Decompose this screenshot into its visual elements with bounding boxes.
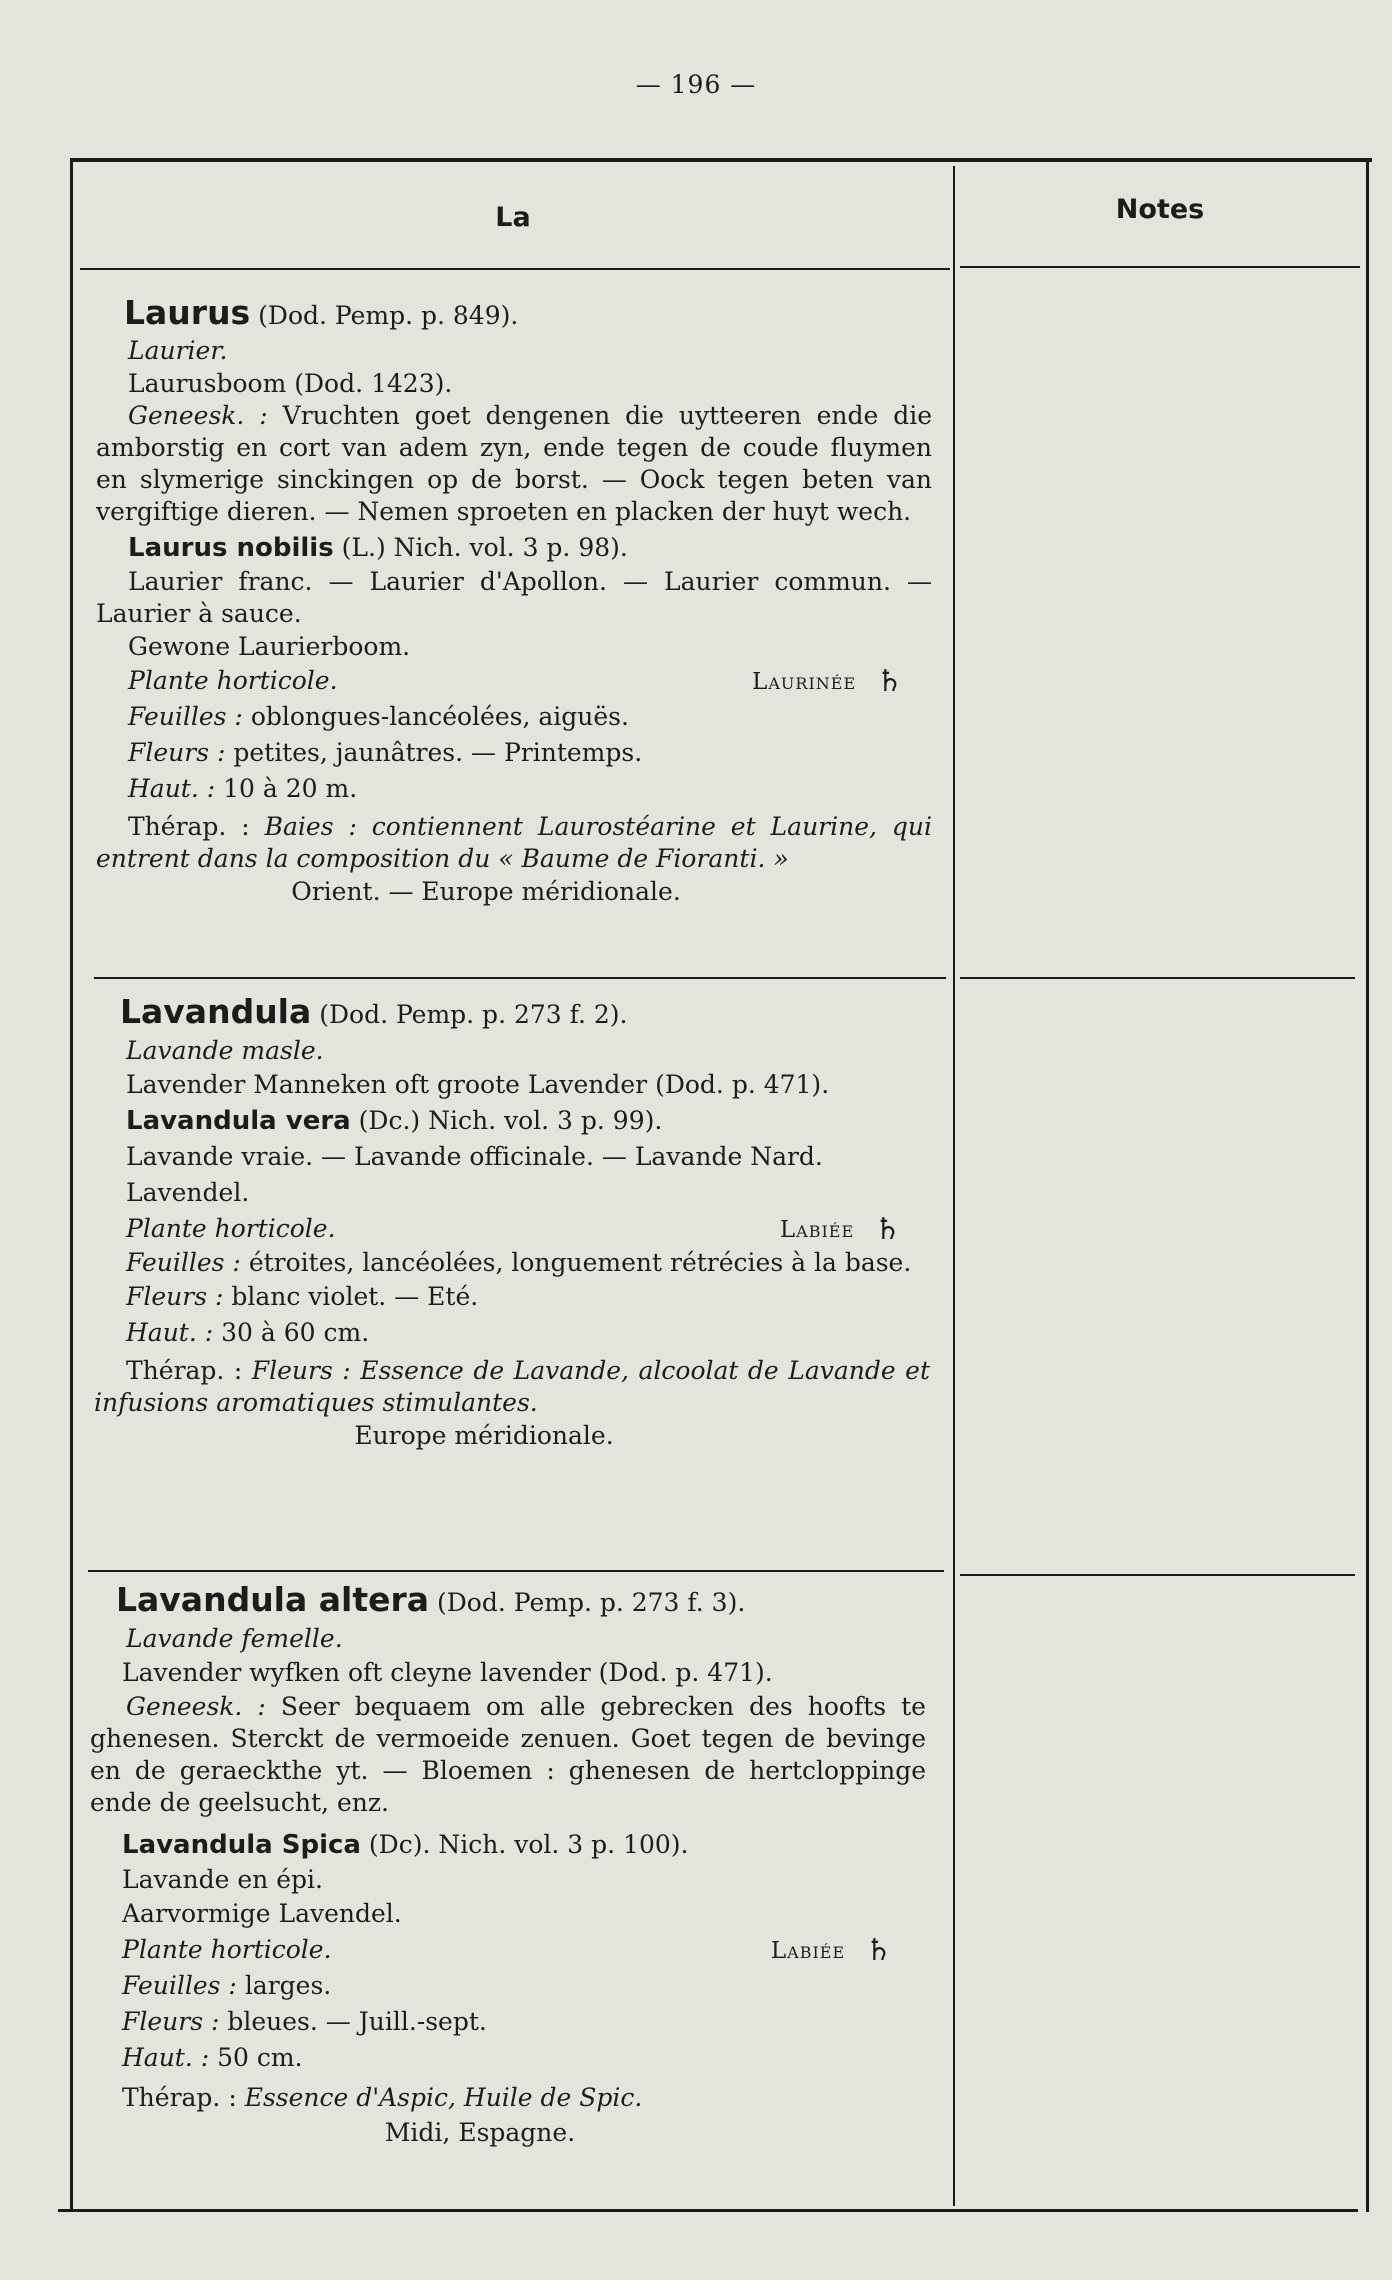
french-name: Lavande femelle. — [126, 1624, 343, 1653]
haut-label: Haut. : — [126, 1318, 214, 1347]
entry-title-ref: (Dod. Pemp. p. 849). — [258, 301, 519, 330]
common-name-fr: Lavande en épi. — [122, 1865, 323, 1894]
shrub-symbol-icon: ♄ — [876, 664, 903, 699]
header-rule-right — [960, 266, 1360, 268]
dutch-name: Lavender wyfken oft cleyne lavender (Dod. p. 471). — [122, 1658, 773, 1687]
therap-text: Essence d'Aspic, Huile de Spic. — [244, 2083, 643, 2112]
geneesk-paragraph — [96, 400, 932, 528]
species-name: Laurus nobilis — [128, 533, 334, 563]
entry-laurus — [96, 292, 932, 908]
entry-separator — [88, 1570, 944, 1572]
entry-title-ref: (Dod. Pemp. p. 273 f. 3). — [437, 1588, 746, 1617]
geneesk-paragraph — [90, 1691, 926, 1819]
family-name: Labiée — [779, 1217, 855, 1243]
feuilles-paragraph — [94, 1247, 930, 1279]
plant-type: Plante horticole. — [122, 1935, 332, 1964]
therap-label: Thérap. : — [122, 2083, 237, 2112]
feuilles-label: Feuilles : — [122, 1971, 237, 2000]
notes-separator — [960, 977, 1355, 979]
feuilles-label: Feuilles : — [128, 702, 243, 731]
common-name-nl: Aarvormige Lavendel. — [122, 1899, 402, 1928]
origin: Europe méridionale. — [354, 1421, 614, 1450]
origin: Orient. — Europe méridionale. — [291, 877, 681, 906]
therap-paragraph — [94, 1355, 930, 1419]
geneesk-text: Vruchten goet dengenen die uytteeren ende die amborstig en cort van adem zyn, ende tegen de coude fluymen en slymerige sinckingen op de borst. — Oock tegen beten van vergiftige dieren. — Nemen sproeten en placken der huyt wech. — [96, 401, 932, 526]
french-name: Laurier. — [128, 336, 228, 365]
species-ref: (L.) Nich. vol. 3 p. 98). — [341, 533, 628, 562]
origin: Midi, Espagne. — [384, 2118, 576, 2147]
species-name: Lavandula vera — [126, 1106, 351, 1136]
plant-type: Plante horticole. — [128, 666, 338, 695]
fleurs-label: Fleurs : — [128, 738, 226, 767]
common-name-nl: Lavendel. — [126, 1178, 250, 1207]
haut-value: 30 à 60 cm. — [221, 1318, 370, 1347]
plant-type: Plante horticole. — [126, 1214, 336, 1243]
table-bottom-rule — [58, 2209, 1358, 2212]
therap-text: Fleurs : Essence de Lavande, alcoolat de Lavande et infusions aromatiques stimulantes. — [94, 1356, 930, 1417]
feuilles-value: étroites, lancéolées, longuement rétrécies à la base. — [248, 1248, 912, 1277]
haut-value: 10 à 20 m. — [223, 774, 358, 803]
feuilles-value: larges. — [244, 1971, 332, 2000]
geneesk-label: Geneesk. : — [126, 1692, 266, 1721]
fleurs-label: Fleurs : — [126, 1282, 224, 1311]
entry-title: Lavandula — [120, 992, 312, 1031]
family-name: Labiée — [770, 1938, 846, 1964]
fleurs-label: Fleurs : — [122, 2007, 220, 2036]
entry-separator — [94, 977, 946, 979]
header-rule-left — [80, 268, 950, 270]
geneesk-text: Seer bequaem om alle gebrecken des hoofts te ghenesen. Sterckt de vermoeide zenuen. Goet tegen de bevinge en de geraeckthe yt. — Bloemen : ghenesen de hertcloppinge ende de geelsucht, enz. — [90, 1692, 926, 1817]
fleurs-value: blanc violet. — Eté. — [231, 1282, 479, 1311]
therap-paragraph — [96, 811, 932, 875]
notes-separator — [960, 1574, 1355, 1576]
shrub-symbol-icon: ♄ — [865, 1933, 892, 1968]
dutch-name: Laurusboom (Dod. 1423). — [128, 369, 453, 398]
common-names-fr: Laurier franc. — Laurier d'Apollon. — Laurier commun. — Laurier à sauce. — [96, 567, 932, 628]
fleurs-value: bleues. — Juill.-sept. — [227, 2007, 487, 2036]
column-title-left: La — [495, 202, 531, 233]
dutch-name: Lavender Manneken oft groote Lavender (Dod. p. 471). — [126, 1070, 830, 1099]
therap-label: Thérap. : — [126, 1356, 243, 1385]
family-name: Laurinée — [752, 669, 857, 695]
species-name: Lavandula Spica — [122, 1830, 361, 1860]
entry-lavandula-altera — [90, 1578, 926, 2149]
entry-title-ref: (Dod. Pemp. p. 273 f. 2). — [319, 1000, 628, 1029]
page-number: — 196 — — [635, 70, 757, 99]
table-top-rule — [70, 158, 1372, 162]
species-ref: (Dc.) Nich. vol. 3 p. 99). — [358, 1106, 663, 1135]
column-title-right: Notes — [1115, 194, 1205, 225]
haut-label: Haut. : — [122, 2043, 210, 2072]
feuilles-label: Feuilles : — [126, 1248, 241, 1277]
entry-lavandula — [94, 990, 930, 1452]
feuilles-value: oblongues-lancéolées, aiguës. — [250, 702, 629, 731]
fleurs-value: petites, jaunâtres. — Printemps. — [233, 738, 643, 767]
species-ref: (Dc). Nich. vol. 3 p. 100). — [368, 1830, 689, 1859]
shrub-symbol-icon: ♄ — [874, 1212, 901, 1247]
geneesk-label: Geneesk. : — [128, 401, 268, 430]
table-right-border — [1366, 162, 1369, 2212]
column-divider — [953, 166, 955, 2206]
common-names-fr: Lavande vraie. — Lavande officinale. — Lavande Nard. — [126, 1142, 823, 1171]
haut-value: 50 cm. — [217, 2043, 303, 2072]
french-name: Lavande masle. — [126, 1036, 324, 1065]
therap-text: Baies : contiennent Laurostéarine et Laurine, qui entrent dans la composition du « Baume de Fioranti. » — [96, 812, 932, 873]
entry-title: Laurus — [124, 293, 251, 332]
entry-title: Lavandula altera — [116, 1580, 430, 1619]
therap-label: Thérap. : — [128, 812, 250, 841]
haut-label: Haut. : — [128, 774, 216, 803]
table-left-border — [70, 162, 73, 2212]
common-name-nl: Gewone Laurierboom. — [128, 632, 411, 661]
